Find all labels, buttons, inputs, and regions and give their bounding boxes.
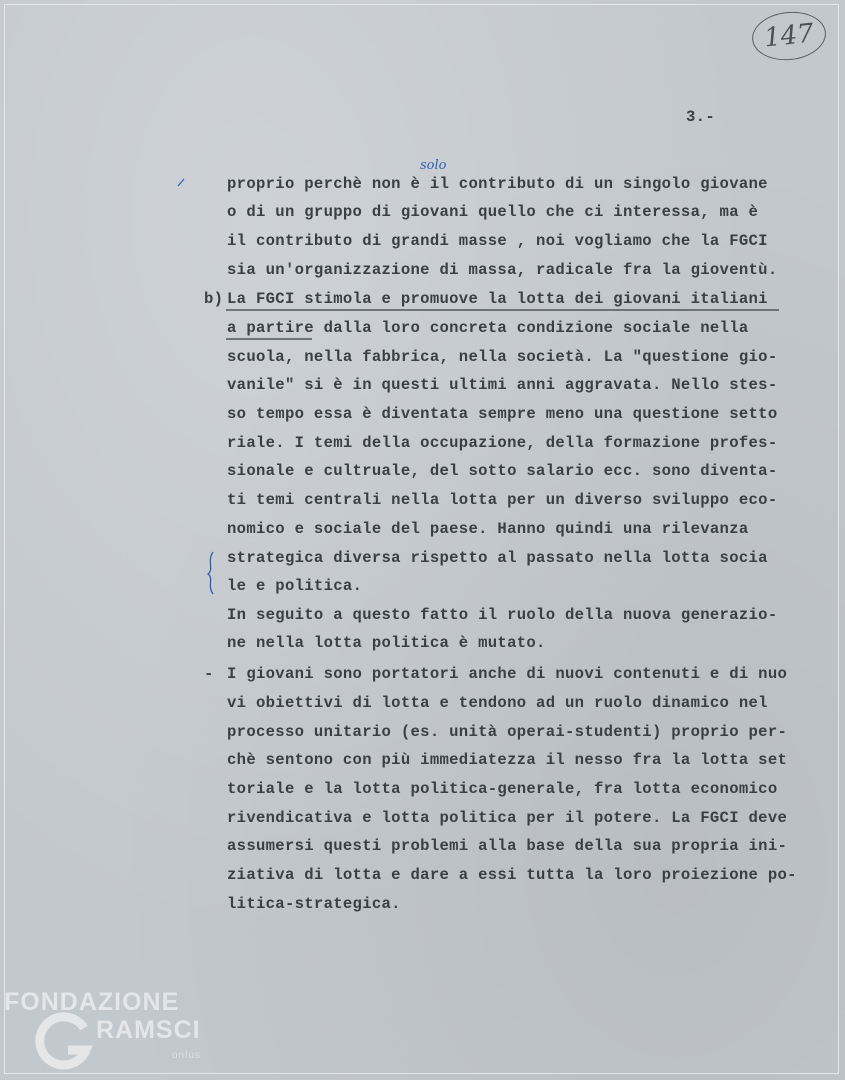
list-marker-dash: - [204,665,214,683]
text-line: a partire dalla loro concreta condizione sociale nella [227,319,749,337]
text-line: sionale e cultruale, del sotto salario ecc. sono diventa- [227,462,778,480]
page-number: 3.- [686,108,715,126]
text-line: chè sentono con più immediatezza il nesso fra la lotta set [227,751,788,769]
text-line: proprio perchè non è il contributo di un singolo giovane [227,175,768,193]
text-line: ti temi centrali nella lotta per un diverso sviluppo eco- [227,491,778,509]
text-line: so tempo essa è diventata sempre meno una questione setto [227,405,778,423]
margin-tick-icon [176,176,186,188]
text-line: I giovani sono portatori anche di nuovi contenuti e di nuo [227,665,788,683]
text-line: vi obiettivi di lotta e tendono ad un ruolo dinamico nel [227,694,768,712]
text-line: vanile" si è in questi ultimi anni aggravata. Nello stes- [227,376,778,394]
text-line: rivendicativa e lotta politica per il potere. La FGCI deve [227,809,788,827]
text-line: processo unitario (es. unità operai-studenti) proprio per- [227,723,788,741]
text-line: le e politica. [227,577,363,595]
gramsci-g-icon [34,1010,96,1072]
text-line: nomico e sociale del paese. Hanno quindi una rilevanza [227,520,749,538]
watermark-line2: RAMSCI [96,1016,201,1044]
text-line: ziativa di lotta e dare a essi tutta la loro proiezione po- [227,866,797,884]
text-line: La FGCI stimola e promuove la lotta dei giovani italiani [227,290,768,308]
archive-stamp-number: 147 [750,8,829,63]
underline-mark [224,306,784,342]
text-line: o di un gruppo di giovani quello che ci interessa, ma è [227,203,759,221]
text-line: assumersi questi problemi alla base della sua propria ini- [227,837,788,855]
margin-bracket-icon [204,550,218,596]
watermark-line3: onlus [172,1050,201,1061]
text-line: sia un'organizzazione di massa, radicale fra la gioventù. [227,261,778,279]
watermark-line1: FONDAZIONE [4,988,180,1016]
text-line: toriale e la lotta politica-generale, fra lotta economico [227,780,778,798]
fondazione-gramsci-watermark [4,988,224,1078]
text-line: litica-strategica. [227,895,401,913]
text-line: strategica diversa rispetto al passato nella lotta socia [227,549,768,567]
text-line: riale. I temi della occupazione, della formazione profes- [227,434,778,452]
handwritten-insert: solo [420,158,447,173]
list-marker-b: b) [204,290,224,308]
text-line: In seguito a questo fatto il ruolo della nuova generazio- [227,606,778,624]
text-line: ne nella lotta politica è mutato. [227,634,546,652]
text-line: il contributo di grandi masse , noi vogliamo che la FGCI [227,232,768,250]
text-line: scuola, nella fabbrica, nella società. La "questione gio- [227,348,778,366]
